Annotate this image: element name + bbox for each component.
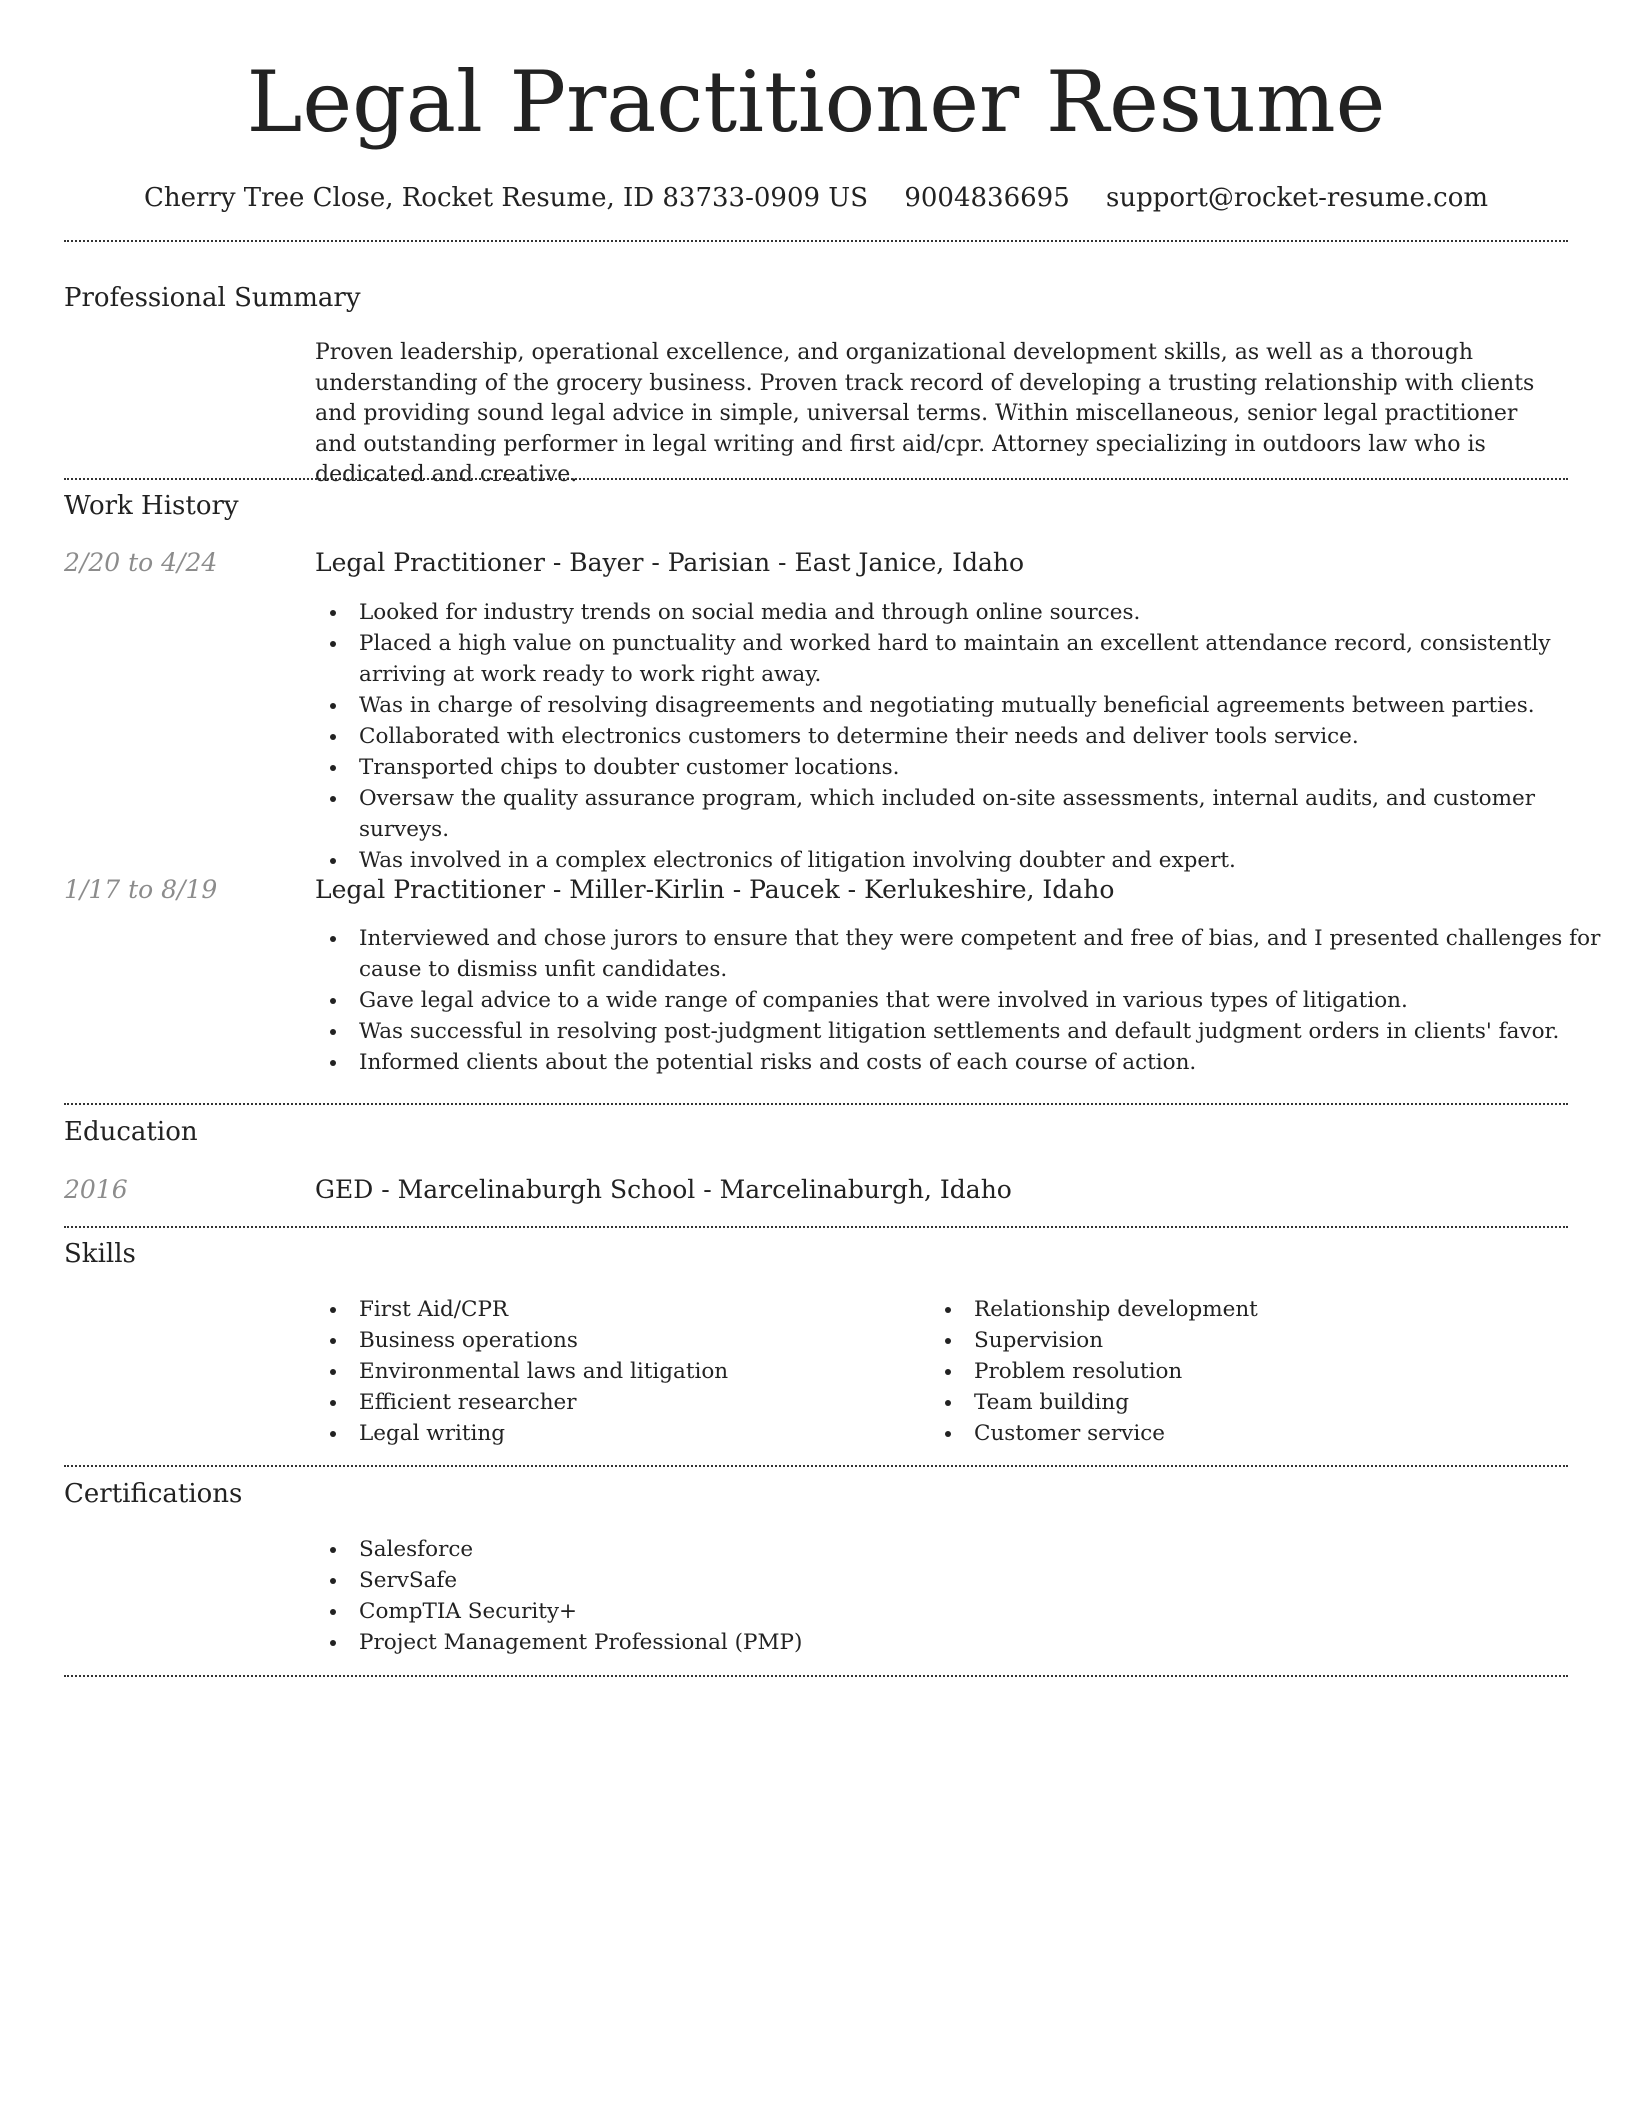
- section-divider: [64, 1103, 1568, 1105]
- job-bullets: [315, 597, 1609, 876]
- education-heading: Education: [64, 1117, 198, 1147]
- summary-text: Proven leadership, operational excellence, and organizational development skills, as well as a thorough understanding of the grocery business. Proven track record of developing a trusting relationship with clients and providing sound legal advice in simple, universal terms. Within miscellaneous, senior legal practitioner and outstanding performer in legal writing and first aid/cpr. Attorney specializing in outdoors law who is dedicated and creative.: [315, 340, 1535, 487]
- section-divider: [64, 1675, 1568, 1677]
- list-item: Was successful in resolving post-judgment litigation settlements and default judgment orders in clients' favor.: [359, 1016, 1609, 1047]
- certifications-list: [315, 1534, 1609, 1658]
- list-item: Transported chips to doubter customer locations.: [359, 752, 1609, 783]
- list-item: CompTIA Security+: [359, 1596, 1609, 1627]
- contact-line: [0, 182, 1632, 214]
- contact-address: Cherry Tree Close, Rocket Resume, ID 83733-0909 US: [143, 183, 869, 213]
- list-item: Team building: [974, 1387, 1544, 1418]
- skills-list-right: [930, 1294, 1544, 1449]
- education-year: 2016: [64, 1175, 128, 1204]
- certifications-heading: Certifications: [64, 1479, 243, 1509]
- list-item: Was in charge of resolving disagreements and negotiating mutually beneficial agreements between parties.: [359, 690, 1609, 721]
- section-divider: [64, 1226, 1568, 1228]
- list-item: Was involved in a complex electronics of litigation involving doubter and expert.: [359, 845, 1609, 876]
- list-item: Placed a high value on punctuality and worked hard to maintain an excellent attendance record, consistently arriving at work ready to work right away.: [359, 628, 1609, 690]
- list-item: Relationship development: [974, 1294, 1544, 1325]
- section-divider: [64, 1465, 1568, 1467]
- job-dates: 1/17 to 8/19: [64, 875, 218, 904]
- list-item: Oversaw the quality assurance program, which included on-site assessments, internal audits, and customer surveys.: [359, 783, 1609, 845]
- list-item: Informed clients about the potential risks and costs of each course of action.: [359, 1047, 1609, 1078]
- list-item: Looked for industry trends on social media and through online sources.: [359, 597, 1609, 628]
- job-title: Legal Practitioner - Miller-Kirlin - Paucek - Kerlukeshire, Idaho: [315, 875, 1115, 904]
- contact-phone: 9004836695: [904, 183, 1070, 213]
- section-divider: [64, 240, 1568, 242]
- job-title: Legal Practitioner - Bayer - Parisian - East Janice, Idaho: [315, 548, 1025, 577]
- work-history-heading: Work History: [64, 491, 239, 521]
- contact-email: support@rocket-resume.com: [1106, 183, 1489, 213]
- education-degree: GED - Marcelinaburgh School - Marcelinaburgh, Idaho: [315, 1175, 1012, 1204]
- list-item: First Aid/CPR: [359, 1294, 929, 1325]
- job-bullets: [315, 923, 1609, 1078]
- list-item: Gave legal advice to a wide range of companies that were involved in various types of litigation.: [359, 985, 1609, 1016]
- job-dates: 2/20 to 4/24: [64, 548, 218, 577]
- list-item: Project Management Professional (PMP): [359, 1627, 1609, 1658]
- skills-list-left: [315, 1294, 929, 1449]
- list-item: Efficient researcher: [359, 1387, 929, 1418]
- list-item: Business operations: [359, 1325, 929, 1356]
- page-title: Legal Practitioner Resume: [246, 53, 1386, 151]
- list-item: Legal writing: [359, 1418, 929, 1449]
- list-item: Customer service: [974, 1418, 1544, 1449]
- list-item: Interviewed and chose jurors to ensure that they were competent and free of bias, and I presented challenges for cause to dismiss unfit candidates.: [359, 923, 1609, 985]
- list-item: Supervision: [974, 1325, 1544, 1356]
- summary-heading: Professional Summary: [64, 283, 361, 313]
- list-item: Problem resolution: [974, 1356, 1544, 1387]
- section-divider: [64, 478, 1568, 480]
- list-item: Environmental laws and litigation: [359, 1356, 929, 1387]
- skills-heading: Skills: [64, 1239, 136, 1269]
- list-item: Collaborated with electronics customers to determine their needs and deliver tools service.: [359, 721, 1609, 752]
- list-item: ServSafe: [359, 1565, 1609, 1596]
- list-item: Salesforce: [359, 1534, 1609, 1565]
